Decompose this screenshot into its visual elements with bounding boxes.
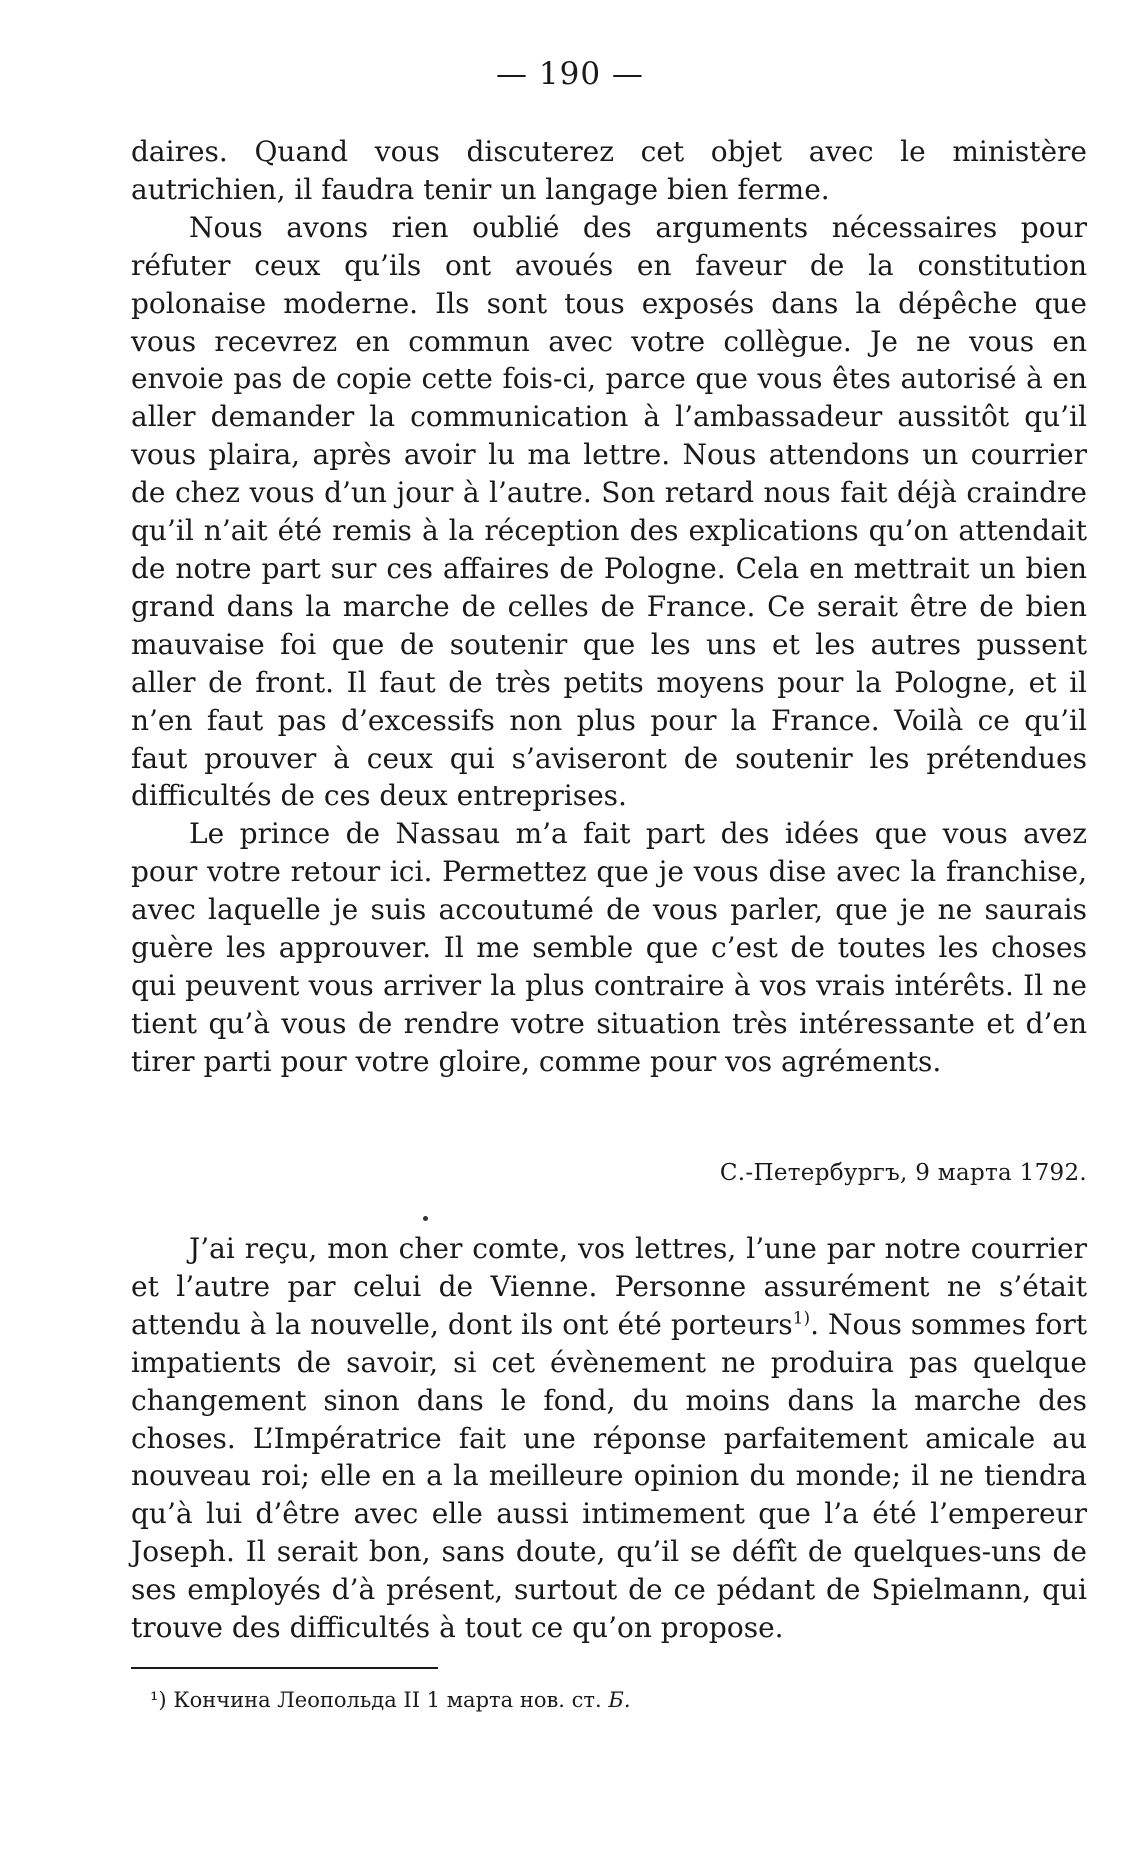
paragraph: Nous avons rien oublié des arguments nécessaires pour réfuter ceux qu’ils ont avoués en faveur de la constitution polonaise moderne. Ils sont tous exposés dans la dépêche que vous recevrez en commun avec votre collègue. Je ne vous en envoie pas de copie cette fois-ci, parce que vous êtes autorisé à en aller demander la communication à l’ambassadeur aussitôt qu’il vous plaira, après avoir lu ma lettre. Nous attendons un courrier de chez vous d’un jour à l’autre. Son retard nous fait déjà craindre qu’il n’ait été remis à la réception des explications qu’on attendait de notre part sur ces affaires de Pologne. Cela en mettrait un bien grand dans la marche de celles de France. Ce serait être de bien mauvaise foi que de soutenir que les uns et les autres pussent aller de front. Il faut de très petits moyens pour la Pologne, et il n’en faut pas d’excessifs non plus pour la France. Voilà ce qu’il faut prouver à ceux qui s’aviseront de soutenir les prétendues difficultés de ces deux entreprises. <box>131 210 1087 813</box>
footnote-reference: 1) <box>792 1308 811 1329</box>
footnote-text: Кончина Леопольда II 1 марта нов. ст. <box>173 1688 602 1712</box>
letter-1-body <box>131 133 1087 1081</box>
ink-speck <box>423 1216 428 1221</box>
page-number: — 190 — <box>496 56 644 92</box>
paragraph <box>131 1230 1087 1647</box>
footnote-reference-number: 1 <box>792 1308 804 1329</box>
footnote-marker: ¹) <box>150 1688 167 1712</box>
paragraph: Le prince de Nassau m’a fait part des idées que vous avez pour votre retour ici. Permettez que je vous dise avec la franchise, avec laquelle je suis accoutumé de vous parler, que je ne saurais guère les approuver. Il me semble que c’est de toutes les choses qui peuvent vous arriver la plus contraire à vos vrais intérêts. Il ne tient qu’à vous de rendre votre situation très intéressante et d’en tirer parti pour votre gloire, comme pour vos agréments. <box>131 817 1087 1078</box>
footnote-separator <box>131 1667 438 1669</box>
footnote <box>150 1688 631 1712</box>
footnote-signature: Б. <box>608 1688 631 1712</box>
paragraph-text: J’ai reçu, mon cher comte, vos lettres, l’une par notre courrier et l’autre par celui de Vienne. Personne assurément ne s’était attendu à la nouvelle, dont ils ont été porteurs <box>131 1232 1087 1341</box>
paragraph-text: . Nous sommes fort impatients de savoir, si cet évènement ne produira pas quelque changement sinon dans le fond, du moins dans la marche des choses. L’Impératrice fait une réponse parfaitement amicale au nouveau roi; elle en a la meilleure opinion du monde; il ne tiendra qu’à lui d’être avec elle aussi intimement que l’a été l’empereur Joseph. Il serait bon, sans doute, qu’il se défît de quelques-uns de ses employés d’à présent, surtout de ce pédant de Spielmann, qui trouve des difficultés à tout ce qu’on propose. <box>131 1307 1087 1645</box>
letter-2-body <box>131 1230 1087 1647</box>
paragraph: daires. Quand vous discuterez cet objet avec le ministère autrichien, il faudra tenir un langage bien ferme. <box>131 135 1087 206</box>
dateline: С.-Петербургъ, 9 марта 1792. <box>719 1160 1087 1186</box>
